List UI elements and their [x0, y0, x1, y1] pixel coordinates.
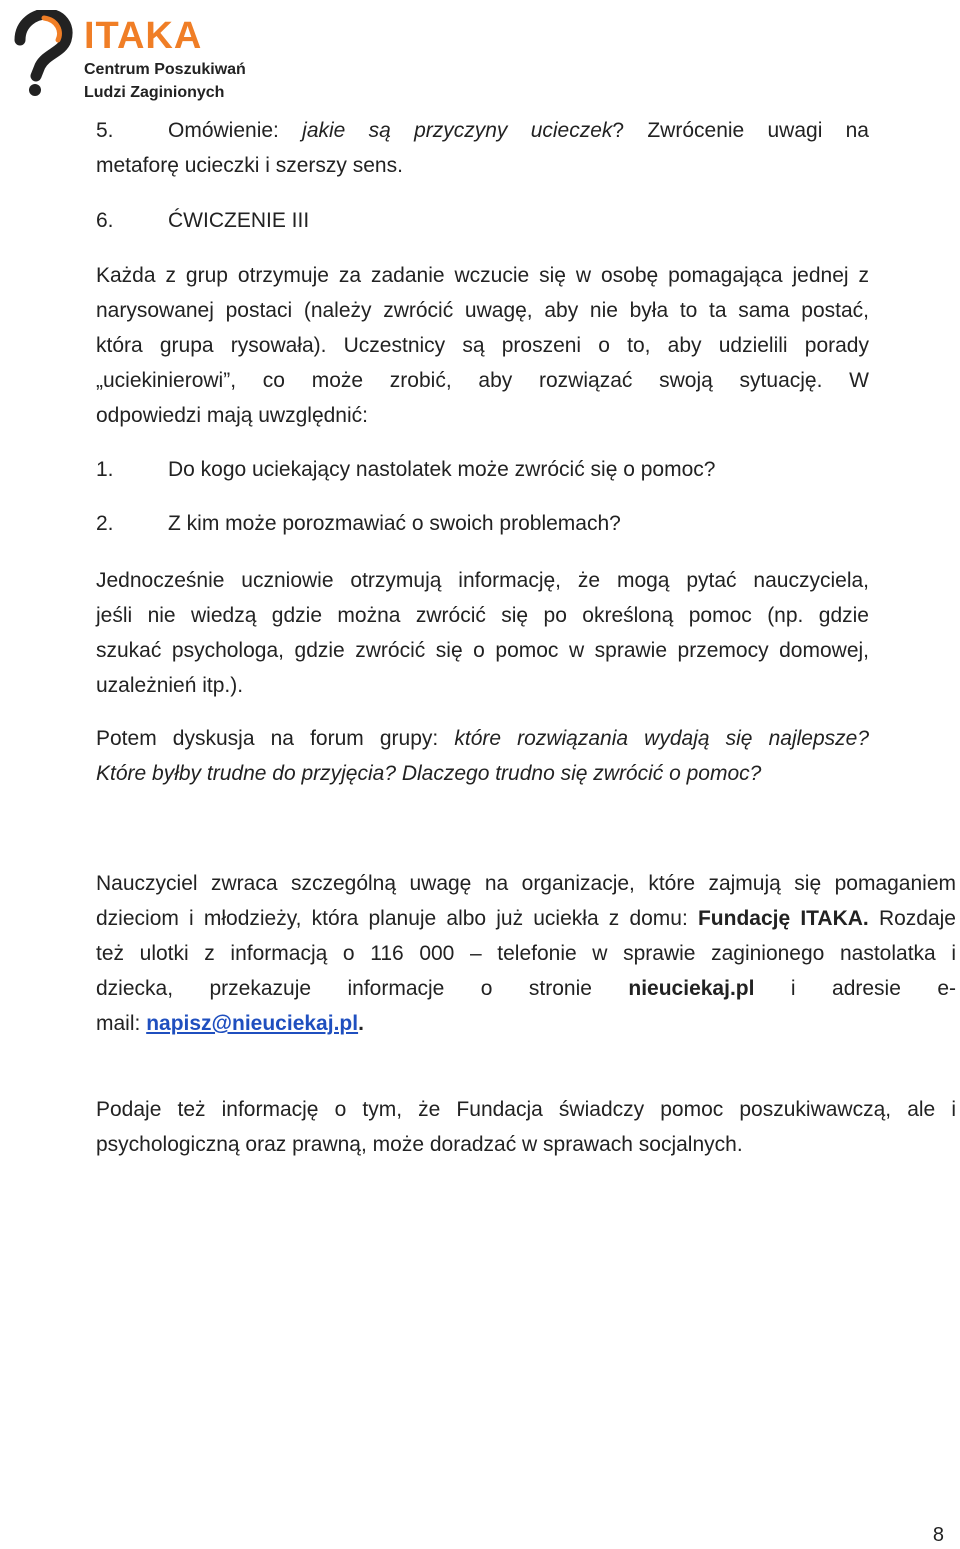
list-item-text: Do kogo uciekający nastolatek może zwrócić się o pomoc?: [168, 458, 716, 481]
exercise-line5: odpowiedzi mają uwzględnić:: [96, 404, 368, 427]
item-6-number: 6.: [96, 209, 114, 232]
p8-line3: szukać psychologa, gdzie zwrócić się o pomoc w sprawie przemocy domowej,: [96, 639, 869, 662]
teacher-paragraph: [96, 866, 956, 1041]
p11-line1: Podaje też informację o tym, że Fundacja świadczy pomoc poszukiwawczą, ale i: [96, 1098, 956, 1121]
p10-line2-end: Rozdaje: [878, 907, 956, 930]
p9-intro: Potem dyskusja na forum grupy:: [96, 727, 439, 750]
students-info-paragraph: [96, 563, 869, 703]
item-5-number: 5.: [96, 119, 114, 142]
list-item: [96, 506, 869, 541]
p10-line2: [96, 901, 956, 936]
p10-line3: też ulotki z informacją o 116 000 – telefonie w sprawie zaginionego nastolatka i: [96, 942, 956, 965]
list-item-text: Z kim może porozmawiać o swoich problemach?: [168, 512, 621, 535]
p10-line1: Nauczyciel zwraca szczególną uwagę na organizacje, które zajmują się pomaganiem: [96, 872, 956, 895]
p10-line4-end: i adresie e-: [790, 977, 956, 1000]
item-5: [96, 113, 869, 183]
exercise-line3: która grupa rysowała). Uczestnicy są proszeni o to, aby udzielili porady: [96, 334, 869, 357]
p9-line1: [96, 721, 869, 756]
discussion-paragraph: [96, 721, 869, 791]
logo-name: ITAKA: [84, 15, 203, 57]
website-name: nieuciekaj.pl: [628, 977, 755, 1000]
item-6-heading: [96, 203, 869, 238]
list-item: [96, 452, 869, 487]
p10-line5: [96, 1006, 956, 1041]
exercise-title: ĆWICZENIE III: [168, 209, 310, 232]
list-item-number: 2.: [96, 512, 114, 535]
itaka-logo: [10, 10, 260, 100]
item-5-line2: metaforę ucieczki i szerszy sens.: [96, 154, 403, 177]
exercise-line4: „uciekinierowi”, co może zrobić, aby rozwiązać swoją sytuację. W: [96, 369, 869, 392]
exercise-description: [96, 258, 869, 433]
email-link[interactable]: napisz@nieuciekaj.pl: [146, 1012, 359, 1035]
page-number: 8: [932, 1524, 944, 1546]
p8-line2: jeśli nie wiedzą gdzie można zwrócić się po określoną pomoc (np. gdzie: [96, 604, 869, 627]
foundation-name: Fundację ITAKA.: [697, 907, 869, 930]
p9-question: które rozwiązania wydają się najlepsze?: [454, 727, 870, 750]
logo-subtitle-line2: Ludzi Zaginionych: [84, 84, 225, 101]
exercise-line2: narysowanej postaci (należy zwrócić uwagę, aby nie była to ta sama postać,: [96, 299, 869, 322]
p8-line4: uzależnień itp.).: [96, 674, 244, 697]
question-list: [96, 452, 869, 487]
foundation-help-paragraph: [96, 1092, 956, 1162]
item-5-italic: jakie są przyczyny ucieczek: [302, 119, 613, 142]
p10-period: .: [358, 1012, 364, 1035]
p10-line2-text: dzieciom i młodzieży, która planuje albo już uciekła z domu:: [96, 907, 688, 930]
question-list-2: [96, 506, 869, 541]
item-5-line1: [96, 113, 869, 148]
exercise-line1: Każda z grup otrzymuje za zadanie wczucie się w osobę pomagająca jednej z: [96, 264, 869, 287]
list-item-number: 1.: [96, 458, 114, 481]
item-5-label: Omówienie:: [168, 119, 279, 142]
p10-mail-label: mail:: [96, 1012, 141, 1035]
p9-line2: Które byłby trudne do przyjęcia? Dlaczego trudno się zwrócić o pomoc?: [96, 762, 762, 785]
p11-line2: psychologiczną oraz prawną, może doradzać w sprawach socjalnych.: [96, 1133, 743, 1156]
p10-line4-text: dziecka, przekazuje informacje o stronie: [96, 977, 592, 1000]
p8-line1: Jednocześnie uczniowie otrzymują informację, że mogą pytać nauczyciela,: [96, 569, 869, 592]
p10-line4: [96, 971, 956, 1006]
question-mark-icon: [10, 10, 76, 100]
item-5-rest: ? Zwrócenie uwagi na: [612, 119, 869, 142]
logo-subtitle-line1: Centrum Poszukiwań: [84, 61, 246, 78]
